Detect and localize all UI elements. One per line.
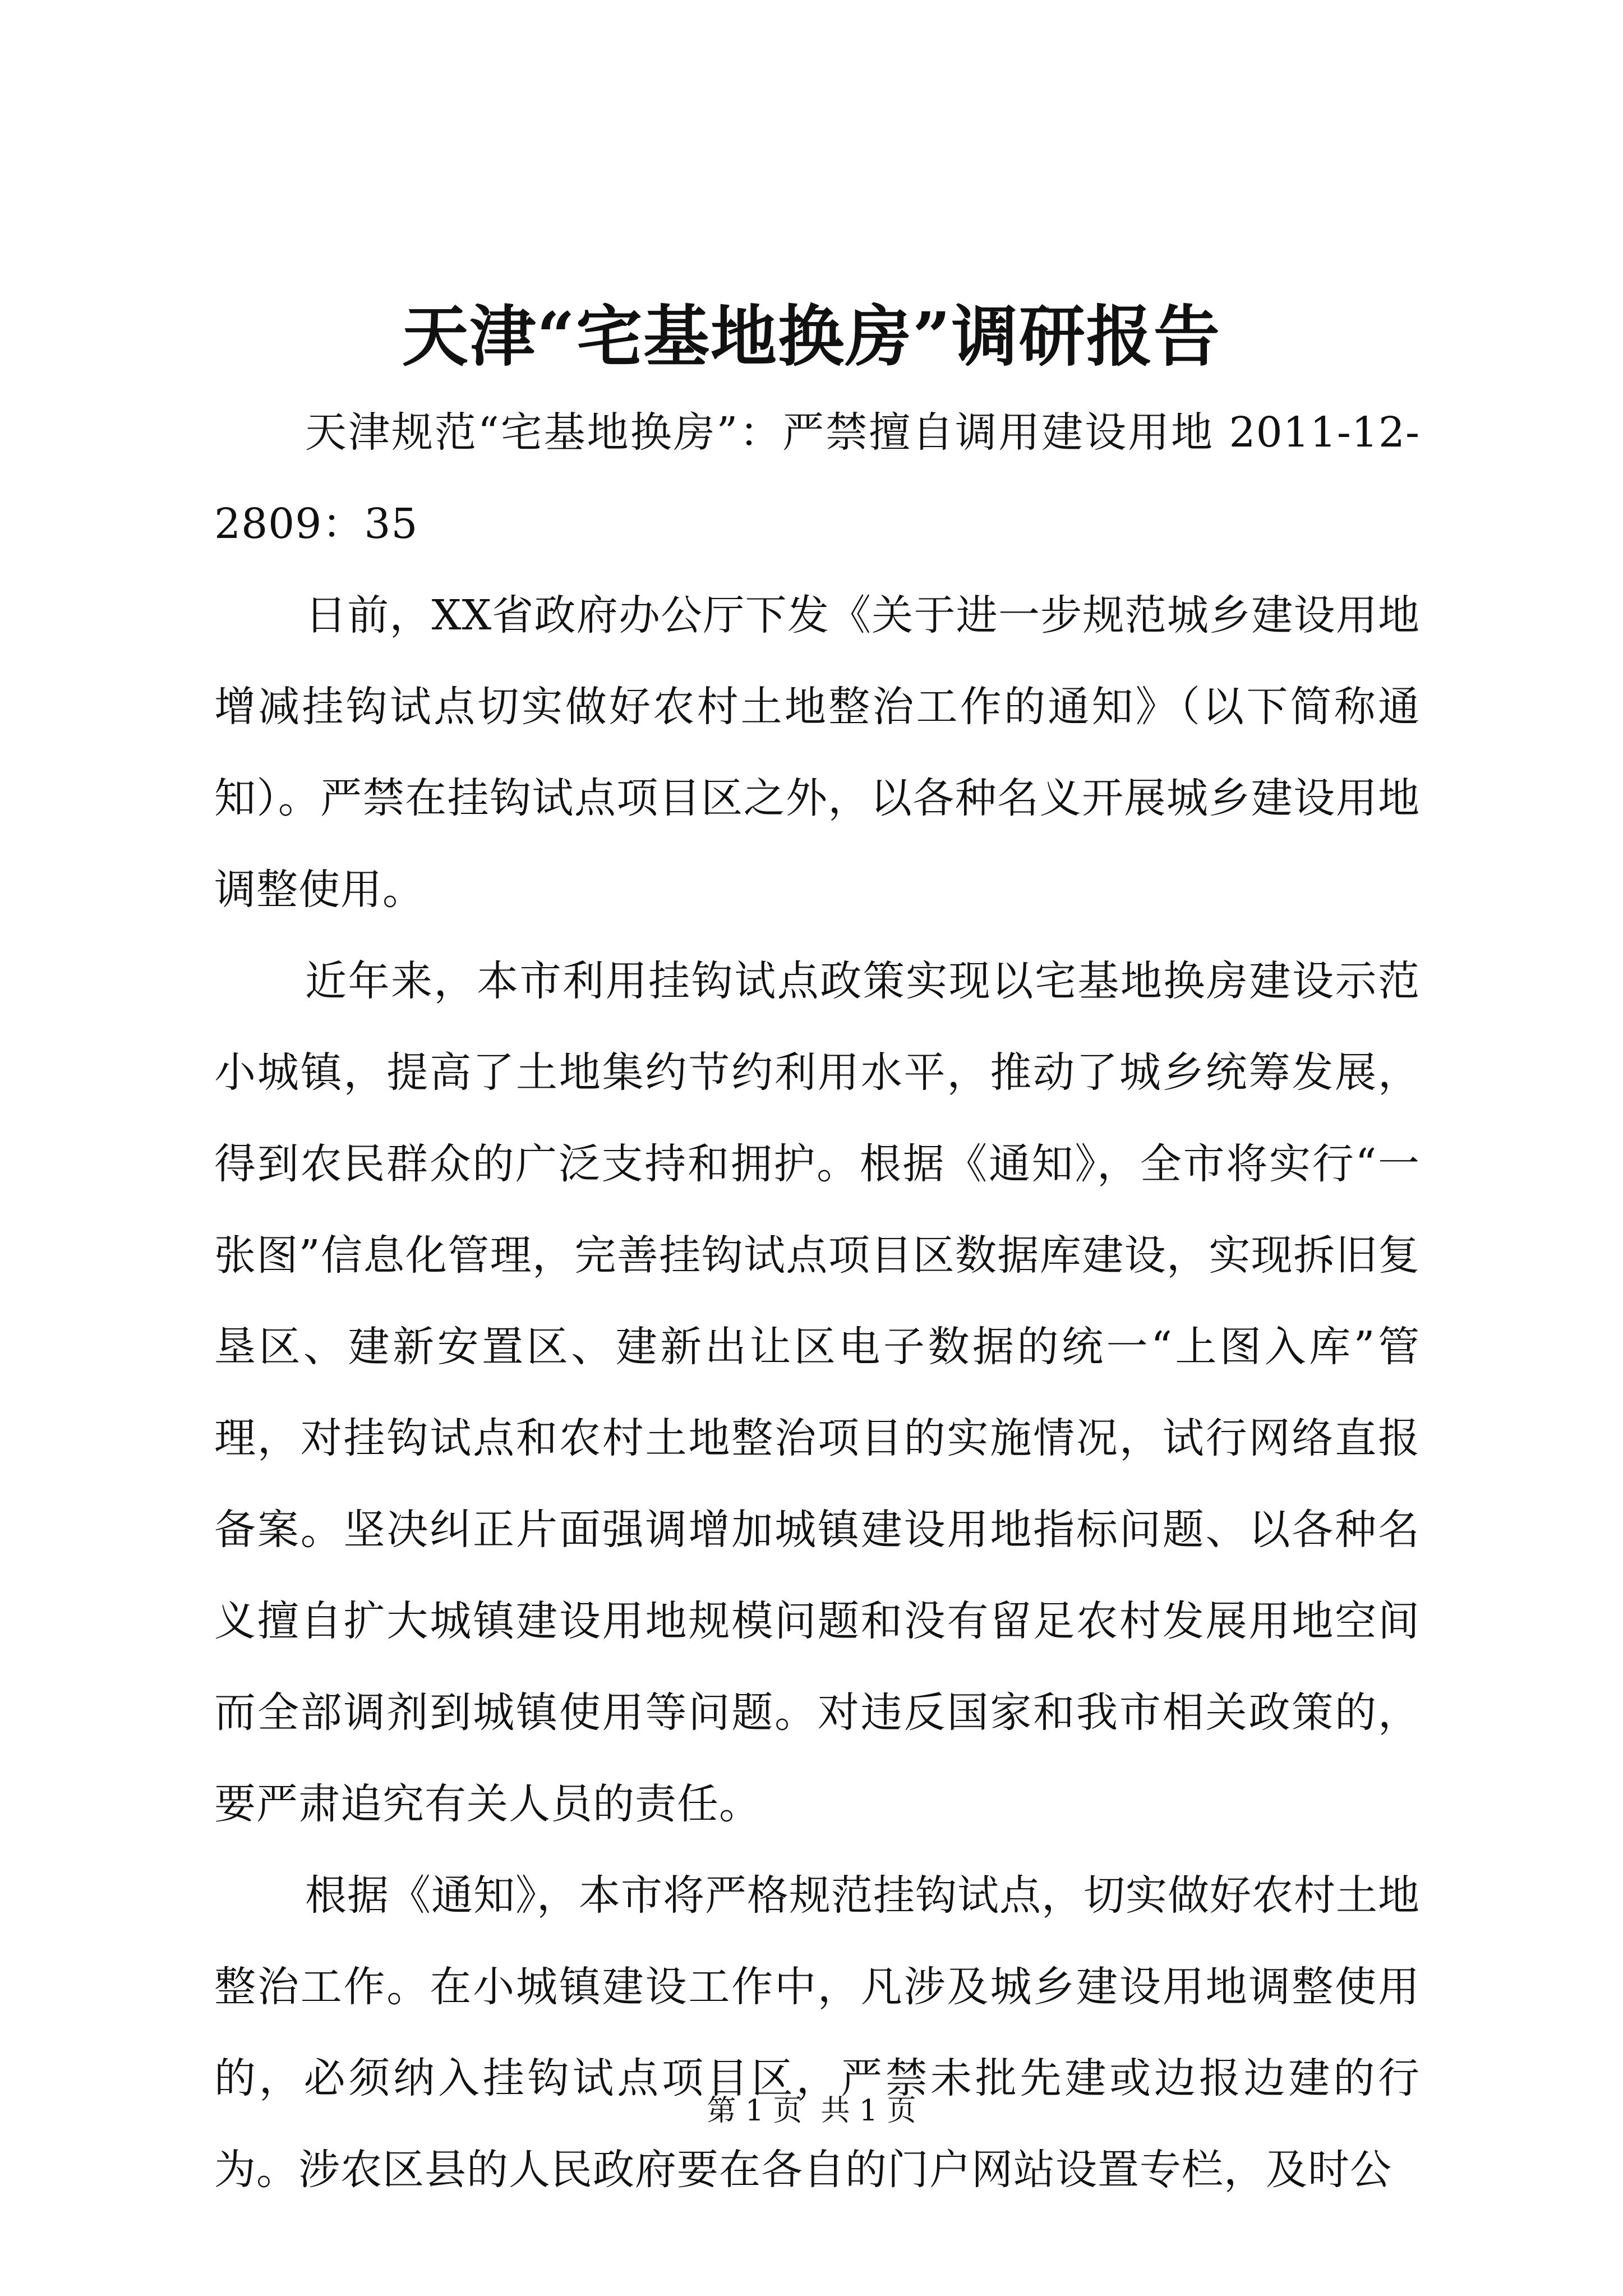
page-footer: 第 1 页 共 1 页 [707,2094,916,2128]
paragraph: 近年来，本市利用挂钩试点政策实现以宅基地换房建设示范小城镇，提高了土地集约节约利用水平，推动了城乡统筹发展，得到农民群众的广泛支持和拥护。根据《通知》，全市将实行“一张图”信息化管理，完善挂钩试点项目区数据库建设，实现拆旧复垦区、建新安置区、建新出让区电子数据的统一“上图入库”管理，对挂钩试点和农村土地整治项目的实施情况，试行网络直报备案。坚决纠正片面强调增加城镇建设用地指标问题、以各种名义擅自扩大城镇建设用地规模问题和没有留足农村发展用地空间而全部调剂到城镇使用等问题。对违反国家和我市相关政策的，要严肃追究有关人员的责任。 [214,957,1420,1828]
document-body [214,387,1420,2216]
document-title: 天津“宅基地换房”调研报告 [402,297,1221,375]
paragraph: 日前，XX省政府办公厅下发《关于进一步规范城乡建设用地增减挂钩试点切实做好农村土地整治工作的通知》（以下简称通知）。严禁在挂钩试点项目区之外，以各种名义开展城乡建设用地调整使用。 [214,591,1420,914]
paragraph: 天津规范“宅基地换房”：严禁擅自调用建设用地 2011-12-2809：35 [214,408,1420,548]
paragraph: 根据《通知》，本市将严格规范挂钩试点，切实做好农村土地整治工作。在小城镇建设工作中，凡涉及城乡建设用地调整使用的，必须纳入挂钩试点项目区，严禁未批先建或边报边建的行为。涉农区县的人民政府要在各自的门户网站设置专栏，及时公 [214,1871,1420,2194]
